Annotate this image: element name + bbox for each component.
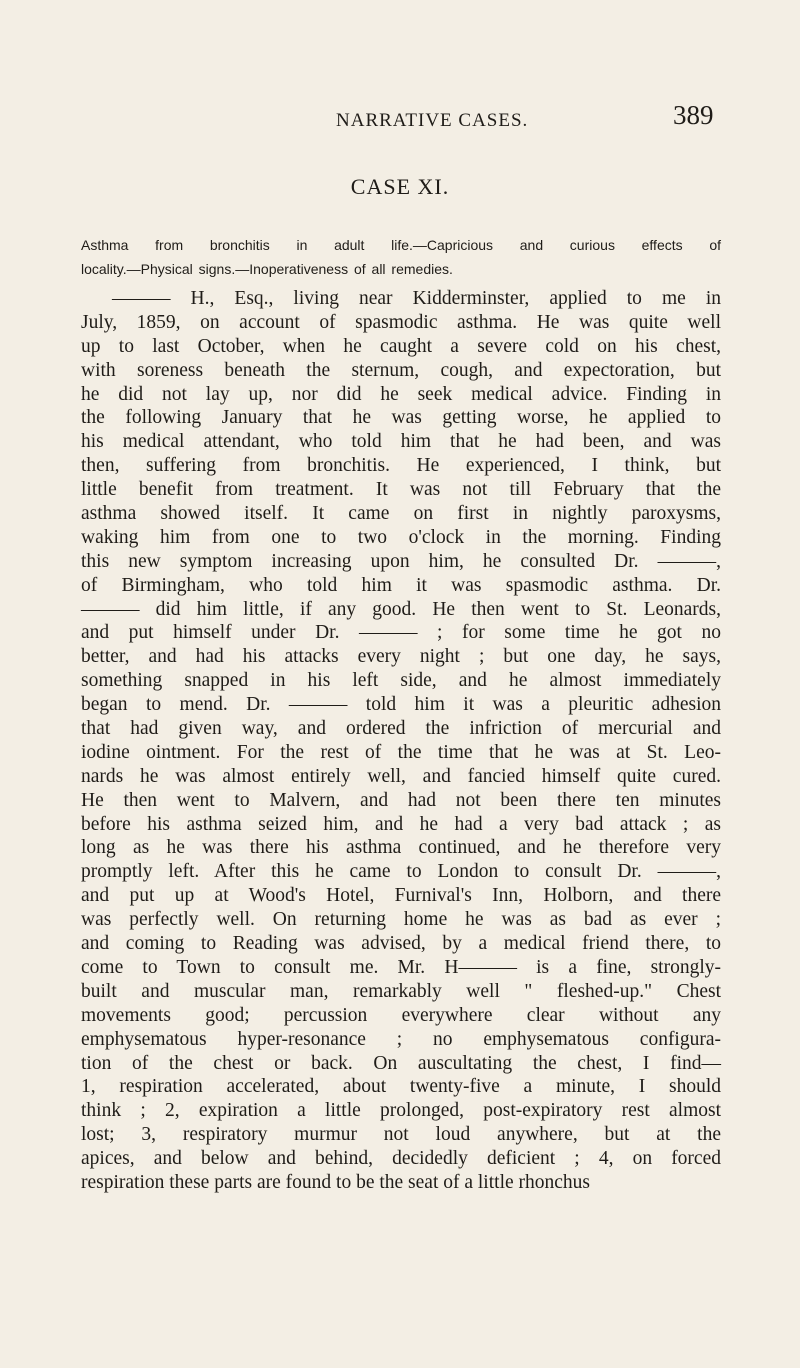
narrative-line: July, 1859, on account of spasmodic asthma. He was quite well (81, 311, 721, 333)
narrative-line: respiration these parts are found to be the seat of a little rhonchus (81, 1171, 590, 1193)
narrative-line: and put himself under Dr. ——— ; for some time he got no (81, 622, 721, 644)
narrative-line: his medical attendant, who told him that he had been, and was (81, 431, 721, 453)
narrative-line: movements good; percussion everywhere clear without any (81, 1004, 721, 1026)
narrative-line: with soreness beneath the sternum, cough, and expectoration, but (81, 359, 721, 381)
narrative-line: then, suffering from bronchitis. He experienced, I think, but (81, 455, 721, 477)
narrative-line: He then went to Malvern, and had not been there ten minutes (81, 789, 721, 811)
narrative-line: lost; 3, respiratory murmur not loud anywhere, but at the (81, 1124, 721, 1146)
narrative-line: of Birmingham, who told him it was spasmodic asthma. Dr. (81, 574, 721, 596)
narrative-line: tion of the chest or back. On auscultating the chest, I find— (81, 1052, 721, 1074)
narrative-line: little benefit from treatment. It was not till February that the (81, 479, 721, 501)
narrative-line: and coming to Reading was advised, by a medical friend there, to (81, 933, 721, 955)
narrative-line: began to mend. Dr. ——— told him it was a pleuritic adhesion (81, 694, 721, 716)
narrative-line: better, and had his attacks every night ; but one day, he says, (81, 646, 721, 668)
case-narrative (81, 287, 721, 1195)
narrative-line: ——— H., Esq., living near Kidderminster, applied to me in (112, 288, 721, 309)
narrative-line: nards he was almost entirely well, and fancied himself quite cured. (81, 765, 721, 787)
page-number: 389 (673, 100, 714, 130)
narrative-line: built and muscular man, remarkably well " fleshed-up." Chest (81, 980, 721, 1002)
narrative-line: up to last October, when he caught a severe cold on his chest, (81, 335, 721, 357)
synopsis-line: Asthma from bronchitis in adult life.—Capricious and curious effects of (81, 237, 721, 253)
narrative-line: iodine ointment. For the rest of the time that he was at St. Leo- (81, 741, 721, 763)
narrative-line: emphysematous hyper-resonance ; no emphysematous configura- (81, 1028, 721, 1050)
narrative-line: promptly left. After this he came to London to consult Dr. ———, (81, 861, 721, 883)
narrative-line: think ; 2, expiration a little prolonged, post-expiratory rest almost (81, 1100, 721, 1122)
narrative-line: long as he was there his asthma continued, and he therefore very (81, 837, 721, 859)
narrative-line: was perfectly well. On returning home he was as bad as ever ; (81, 909, 721, 931)
narrative-line: 1, respiration accelerated, about twenty-five a minute, I should (81, 1076, 721, 1098)
narrative-line: the following January that he was getting worse, he applied to (81, 407, 721, 429)
narrative-line: this new symptom increasing upon him, he consulted Dr. ———, (81, 550, 721, 572)
narrative-line: asthma showed itself. It came on first in nightly paroxysms, (81, 503, 721, 525)
narrative-line: ——— did him little, if any good. He then went to St. Leonards, (81, 598, 721, 620)
case-title: CASE XI. (350, 174, 450, 199)
case-synopsis (81, 235, 721, 283)
running-head: NARRATIVE CASES. (336, 110, 529, 131)
narrative-line: waking him from one to two o'clock in the morning. Finding (81, 526, 721, 548)
narrative-line: apices, and below and behind, decidedly deficient ; 4, on forced (81, 1148, 721, 1170)
narrative-line: he did not lay up, nor did he seek medical advice. Finding in (81, 383, 721, 405)
narrative-line: that had given way, and ordered the infriction of mercurial and (81, 718, 721, 740)
narrative-line: before his asthma seized him, and he had a very bad attack ; as (81, 813, 721, 835)
synopsis-line: locality.—Physical signs.—Inoperativeness of all remedies. (81, 260, 453, 277)
narrative-line: something snapped in his left side, and he almost immediately (81, 670, 721, 692)
narrative-line: and put up at Wood's Hotel, Furnival's Inn, Holborn, and there (81, 885, 721, 907)
narrative-line: come to Town to consult me. Mr. H——— is a fine, strongly- (81, 956, 721, 978)
